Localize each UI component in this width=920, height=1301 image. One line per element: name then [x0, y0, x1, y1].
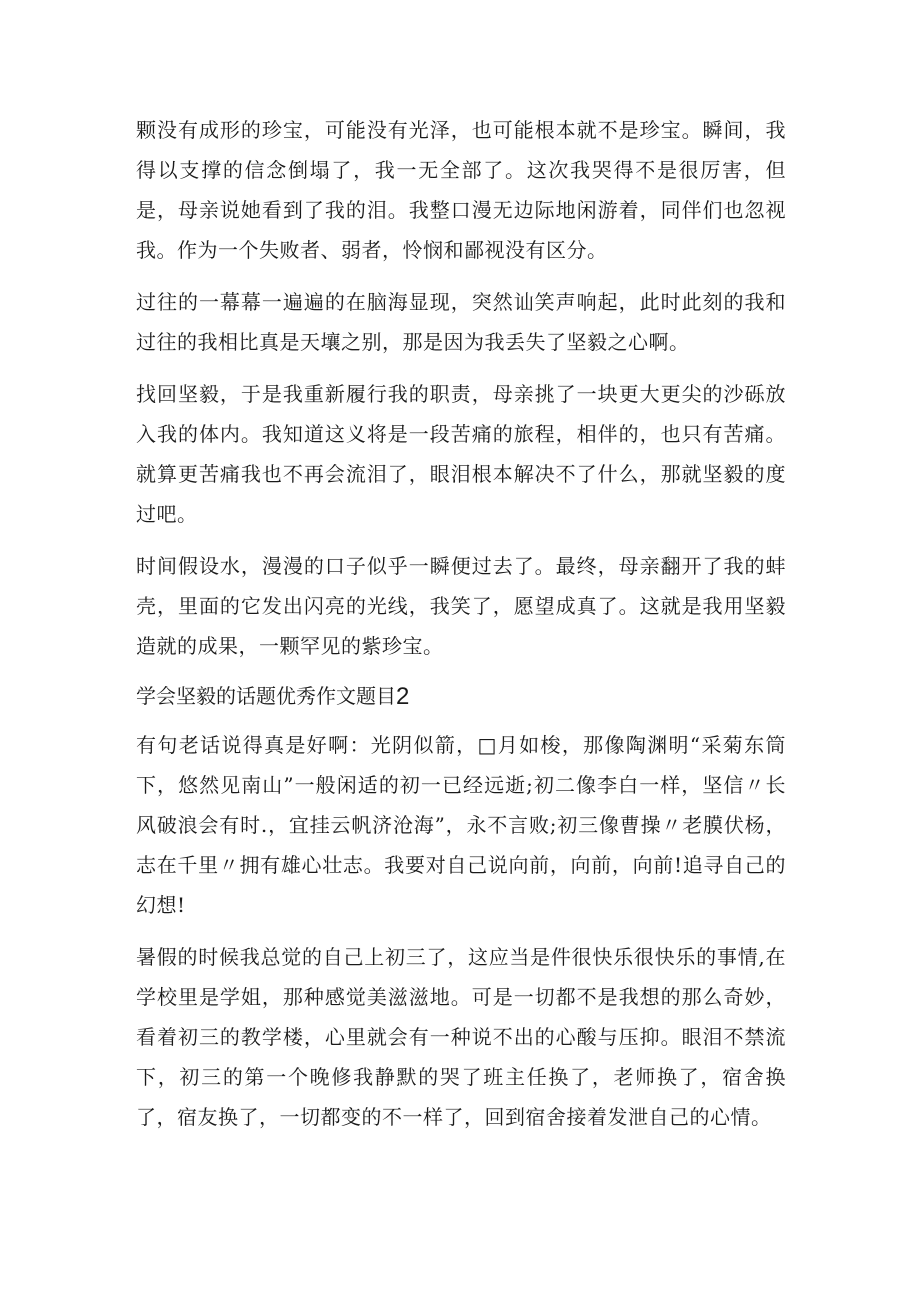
- section-heading: [136, 678, 786, 715]
- paragraph-summer-vacation: 暑假的时候我总觉的自己上初三了，这应当是件很快乐很快乐的事情,在学校里是学姐，那种感觉美滋滋地。可是一切都不是我想的那么奇妙，看着初三的教学楼，心里就会有一种说不出的心酸与压抑。眼泪不禁流下，初三的第一个晚修我静默的哭了班主任换了，老师换了，宿舍换了，宿友换了，一切都变的不一样了，回到宿舍接着发泄自己的心情。: [136, 945, 786, 1129]
- paragraph-purple-pearl: 时间假设水，漫漫的口子似乎一瞬便过去了。最终，母亲翻开了我的蚌壳，里面的它发出闪亮的光线，我笑了，愿望成真了。这就是我用坚毅造就的成果，一颗罕见的紫珍宝。: [136, 554, 786, 658]
- section-heading-number: 2: [396, 683, 410, 710]
- document-body: [136, 110, 786, 1149]
- paragraph-old-saying: 有句老话说得真是好啊：光阴似箭，□月如梭，那像陶渊明“采菊东筒下，悠然见南山”一般闲适的初一已经远逝;初二像李白一样，坚信〃长风破浪会有时.，宜挂云帆济沧海”，永不言败;初三像曹操〃老膜伏杨，志在千里〃拥有雄心壮志。我要对自己说向前，向前，向前!追寻自己的幻想!: [136, 733, 786, 917]
- section-heading-text: 学会坚毅的话题优秀作文题目: [136, 684, 396, 708]
- paragraph-pearl-failure: 颗没有成形的珍宝，可能没有光泽，也可能根本就不是珍宝。瞬间，我得以支撑的信念倒塌了，我一无全部了。这次我哭得不是很厉害，但是，母亲说她看到了我的泪。我整口漫无边际地闲游着，同伴们也忽视我。作为一个失败者、弱者，怜悯和鄙视没有区分。: [136, 118, 786, 262]
- paragraph-regain-perseverance: 找回坚毅，于是我重新履行我的职责，母亲挑了一块更大更尖的沙砾放入我的体内。我知道这义将是一段苦痛的旅程，相伴的，也只有苦痛。就算更苦痛我也不再会流泪了，眼泪根本解决不了什么，那就坚毅的度过吧。: [136, 382, 786, 526]
- paragraph-memories: 过往的一幕幕一遍遍的在脑海显现，突然讪笑声响起，此时此刻的我和过往的我相比真是天壤之别，那是因为我丢失了坚毅之心啊。: [136, 290, 786, 354]
